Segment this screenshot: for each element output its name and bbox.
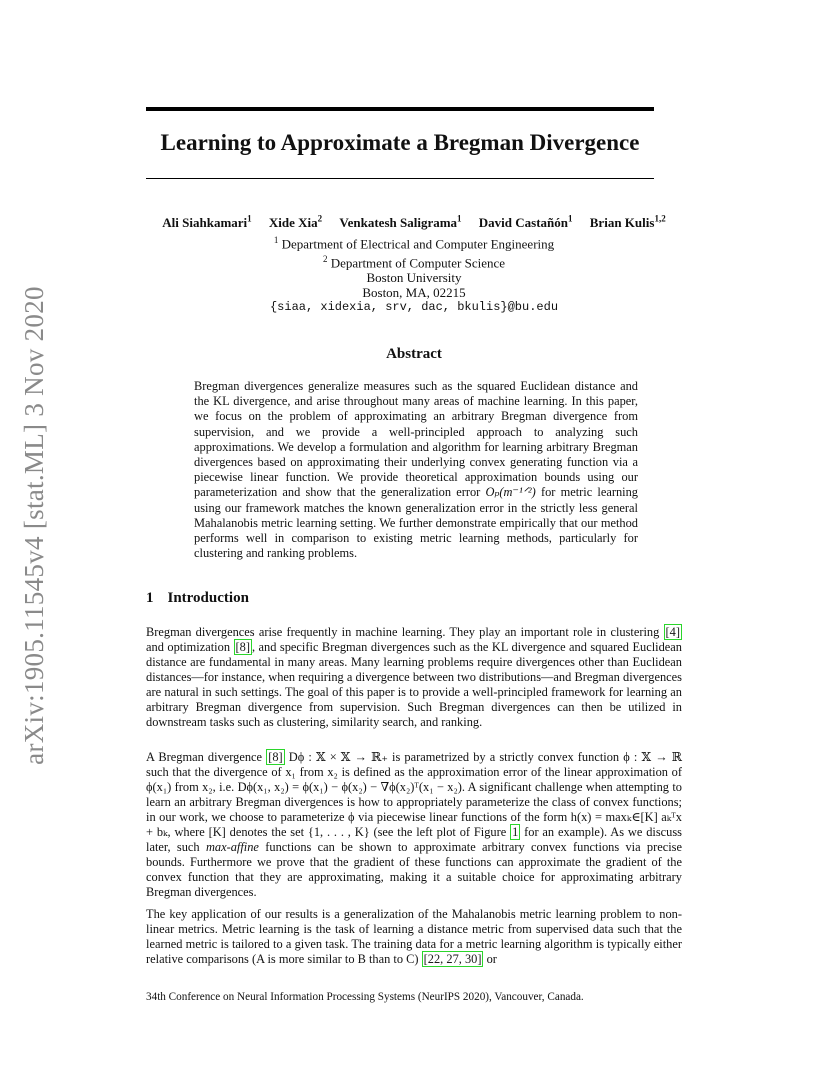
arxiv-id-text: arXiv:1905.11545v4 [stat.ML] 3 Nov 2020 (18, 285, 49, 765)
section-title: Introduction (167, 590, 249, 606)
author-4: David Castañón$^1$ (478, 214, 573, 231)
city: Boston, MA, 02215 (362, 285, 466, 301)
abstract-heading: Abstract (386, 346, 442, 362)
author-1: Ali Siahkamari$^1$ (162, 214, 252, 231)
citation-link[interactable]: [4] (665, 625, 680, 639)
conference-footer: 34th Conference on Neural Information Processing Systems (NeurIPS 2020), Vancouver, Canada. (146, 991, 584, 1003)
university: Boston University (366, 270, 462, 286)
intro-paragraph-1: Bregman divergences arise frequently in machine learning. They play an important role in clustering [4] and optimization [8] , and specific Bregman divergences such as the KL divergence and squared Euclidean distance are fundamental in many areas. Many learning problems require divergences other than Euclidean distances—for instance, when requiring a divergence between two distributions—and Bregman divergences are natural in such settings. The goal of this paper is to provide a well-principled framework for learning an arbitrary Bregman divergence from supervision. Such Bregman divergences can then be utilized in downstream tasks such as clustering, similarity search, and ranking. (146, 625, 682, 729)
paper-title: Learning to Approximate a Bregman Divergence (160, 130, 640, 155)
affiliation-2: $^2$ Department of Computer Science (322, 253, 506, 270)
abstract-body: Bregman divergences generalize measures such as the squared Euclidean distance and the KL divergence, and arise throughout many areas of machine learning. In this paper, we focus on the problem of approximating an arbitrary Bregman divergence from supervision, and we provide a well-principled approach to analyzing such approximations. We develop a formulation and algorithm for learning arbitrary Bregman divergences based on approximating their underlying convex generating function via a piecewise linear function. We provide theoretical approximation bounds using our parameterization and show that the generalization error Oₚ(m⁻¹ᐟ²) for metric learning using our framework matches the known generalization error in the strictly less general Mahalanobis metric learning setting. We further demonstrate empirically that our method performs well in comparison to existing metric learning methods, particularly for clustering and ranking problems. (194, 379, 638, 561)
arxiv-identifier (14, 285, 54, 765)
affiliation-1: $^1$ Department of Electrical and Computer Engineering (273, 235, 555, 252)
author-2: Xide Xia$^2$ (268, 214, 323, 231)
author-3: Venkatesh Saligrama$^1$ (339, 214, 462, 231)
citation-link[interactable]: [22, 27, 30] (423, 952, 482, 966)
author-emails: {siaa, xidexia, srv, dac, bkulis}@bu.edu (269, 300, 559, 315)
intro-paragraph-3: The key application of our results is a generalization of the Mahalanobis metric learning problem to non-linear metrics. Metric learning is the task of learning a distance metric from supervised data such that the learned metric is tailored to a given task. The training data for a metric learning algorithm is typically either relative comparisons (A is more similar to B than to C) [22, 27, 30] or (146, 907, 682, 966)
author-5: Brian Kulis$^{1,2}$ (589, 214, 666, 231)
generalization-error-math: Oₚ(m⁻¹ᐟ²) (485, 485, 536, 500)
citation-link[interactable]: [8] (235, 640, 250, 654)
citation-link[interactable]: [8] (268, 750, 283, 764)
affiliations (146, 233, 682, 316)
section-heading-introduction (146, 590, 249, 607)
title-rule-bottom (146, 178, 654, 179)
figure-link[interactable]: 1 (512, 825, 519, 839)
section-number: 1 (146, 590, 154, 606)
intro-paragraph-2: A Bregman divergence [8] Dϕ : 𝕏 × 𝕏 → ℝ₊ is parametrized by a strictly convex function ϕ : 𝕏 → ℝ such that the divergence of x₁ from x₂ is defined as the approximation error of the linear approximation of ϕ(x₁) from x₂, i.e. Dϕ(x₁, x₂) = ϕ(x₁) − ϕ(x₂) − ∇ϕ(x₂)ᵀ(x₁ − x₂). A significant challenge when attempting to learn an arbitrary Bregman divergences is how to appropriately parameterize the class of convex functions; in our work, we choose to parameterize ϕ via piecewise linear functions of the form h(x) = maxₖ∈[K] aₖᵀx + bₖ, where [K] denotes the set {1, . . . , K} (see the left plot of Figure 1 for an example). As we discuss later, such max-affine functions can be shown to approximate arbitrary convex functions via precise bounds. Furthermore we prove that the gradient of these functions can approximate the gradient of the convex function that they are approximating, making it a suitable choice for approximating arbitrary Bregman divergences. (146, 750, 683, 899)
author-list (100, 214, 728, 231)
title-rule-top (146, 107, 654, 111)
